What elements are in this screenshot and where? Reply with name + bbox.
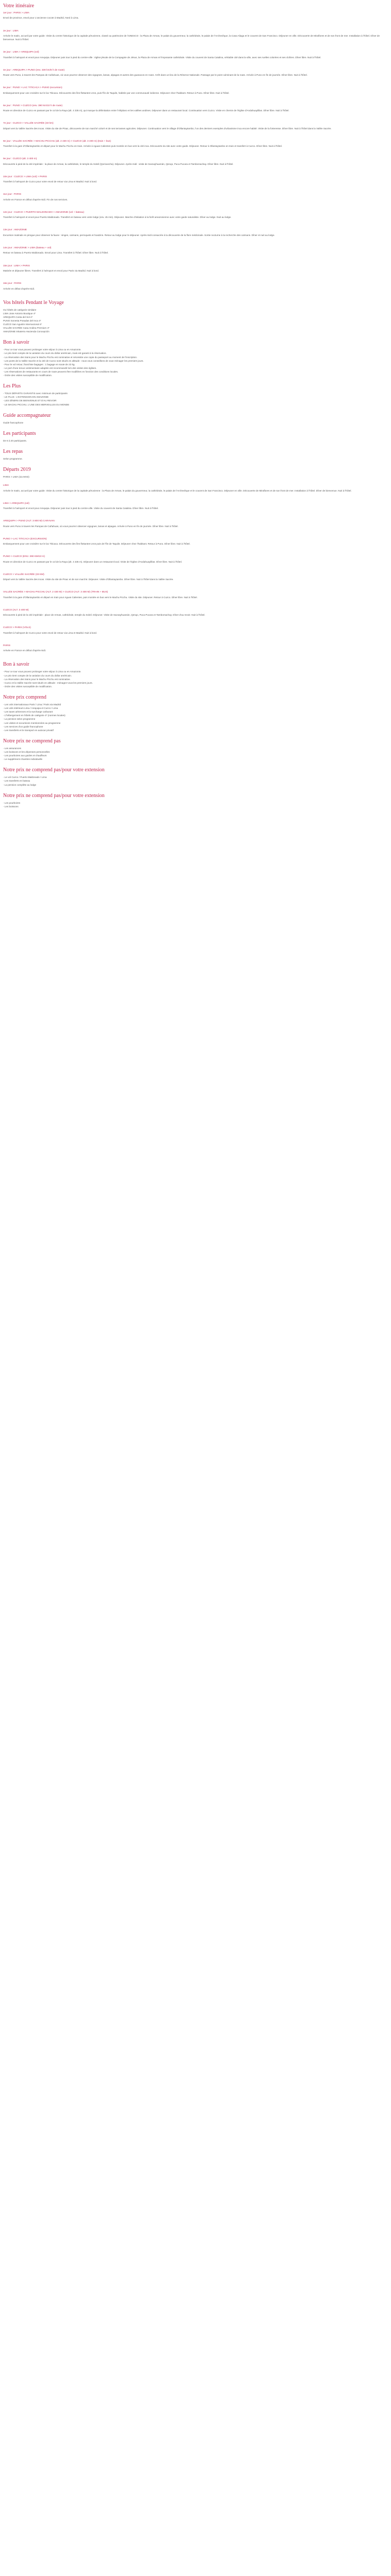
day-block <box>3 537 388 546</box>
list-item: - Les réservations de restaurants en cours de route peuvent être modifiées en fonction des conditions locales. <box>3 370 119 374</box>
list-item: CUZCO San Agustin Internacional 4* <box>3 323 42 326</box>
extension-2-title: Notre prix ne comprend pas/pour votre extension <box>3 792 105 799</box>
list-item: - Le vol Cuzco / Puerto Maldonado / Lima <box>3 776 47 779</box>
day-text: Arrivée en France en début d'après-midi. Fin de nos services. <box>3 198 68 201</box>
list-item: - Le port d'une tenue vestimentaire adaptée est recommandé lors des visites des églises. <box>3 366 97 369</box>
list-item: - Les vols internationaux Paris / Lima / Paris via Madrid <box>3 703 61 706</box>
hotels-list <box>3 308 388 334</box>
day-block <box>3 282 388 291</box>
day-text: Arrivée en France en début d'après-midi. <box>3 649 46 652</box>
day-title: CUZCO (ALT. 3 400 M) <box>3 608 29 612</box>
list-item: - Les assurances <box>3 747 21 750</box>
list-item: - La pension selon programme <box>3 718 36 721</box>
list-item: - TOUS DÉPARTS GARANTIS avec minimum de participants <box>3 392 68 395</box>
day-text: Transfert à l'aéroport de Cuzco pour votre envol de retour via Lima et Madrid. Nuit à bord. <box>3 631 97 634</box>
day-title: PUNO > LAC TITICACA (EXCURSION) <box>3 537 47 540</box>
day-title: 11e jour : PARIS <box>3 193 22 196</box>
day-block <box>3 29 388 42</box>
meals-text: Selon programme. <box>3 457 23 460</box>
list-item: - Les transferts et le transport en autocar privatif <box>3 728 54 732</box>
day-text: Arrivée le matin, accueil par votre guide. Visite du centre historique de la capitale péruvienne : la Plaza de Armas, le palais du gouverneur, la cathédrale, le palais de l'Archevêque et le couvent de San Francisco. Déjeuner en ville. Découverte de Miraflores et de son front de mer. Installation à l'hôtel. Dîner de bienvenue. Nuit à l'hôtel. <box>3 489 352 492</box>
itinerary-title: Votre itinéraire <box>3 3 35 9</box>
day-text: Transfert à la gare d'Ollantaytambo et départ pour le Machu Picchu en train. Arrivée à Aguas Calientes puis montée en bus vers la cité inca. Découverte du site avec votre guide. Déjeuner. Retour à Ollantaytambo en train et transfert à Cuzco. Dîner libre. Nuit à l'hôtel. <box>3 145 283 148</box>
day-block <box>3 644 388 653</box>
day-title: 1er jour : PARIS > LIMA <box>3 12 29 14</box>
not-included-list <box>3 747 388 761</box>
day-text: Route vers Puno, à travers les Pampas de Cañahuas, où vous pourrez observer des vigognes, lamas, alpagas et autres des guanacos en route. Arrêt dans un lieu de la Réserve Nationale. Passage par le point culminant de la route. Arrivée à Puno en fin de journée. Dîner libre. Nuit à l'hôtel. <box>3 74 307 77</box>
day-text: Découverte à pied de la cité impériale : place de Armas, cathédrale, temple du Soleil. Déjeuner. Visite de Sacsayhuamán, Qenqo, Puca Pucara et Tambomachay. Dîner d'au revoir. Nuit à l'hôtel. <box>3 614 205 617</box>
day-text: Transfert à l'aéroport et envol pour Puerto Maldonado. Transfert en bateau vers votre lodge (env. 45 min). Déjeuner. Marche d'initiation à la forêt amazonienne avec votre guide naturaliste. Dîner au lodge. Nuit au lodge. <box>3 216 232 219</box>
day-title: 7e jour : CUZCO > VALLÉE SACRÉE (33 km) <box>3 122 54 125</box>
day-title: 9e jour : CUZCO (alt. 3 400 m) <box>3 158 37 161</box>
good-to-know-2-title: Bon à savoir <box>3 662 29 668</box>
day-block <box>3 590 388 599</box>
meals-title: Les repas <box>3 448 23 454</box>
day-text: Départ vers la Vallée Sacrée des Incas. Visite du site de Pisac, découverte de son marché coloré et de ses terrasses agricoles. Déjeuner. Continuation vers le village d'Ollantaytambo, l'un des derniers exemples d'urbanisme inca encore habité. Visite de la forteresse. Dîner libre. Nuit à l'hôtel dans la Vallée Sacrée. <box>3 127 332 130</box>
list-item: - La pension complète au lodge <box>3 783 37 786</box>
day-block <box>3 573 388 582</box>
list-item: - La réservation des trains pour le Machu Picchu est nominative et nécessite une copie du passeport au moment de l'inscription. <box>3 355 138 359</box>
day-text: Envol de province, envol pour L'ancienne cocote à Madrid, Nord à Lima. <box>3 16 79 20</box>
day-text: Départ vers la Vallée Sacrée des Incas. Visite du site de Pisac et de son marché. Déjeuner. Visite d'Ollantaytambo. Dîner libre. Nuit à l'hôtel dans la Vallée Sacrée. <box>3 578 174 581</box>
day-title: 3e jour : LIMA > AREQUIPA (vol) <box>3 51 39 54</box>
day-block <box>3 175 388 184</box>
day-title: 4e jour : AREQUIPA > PUNO (env. 330 km/6 h de route) <box>3 69 65 72</box>
day-title: CUZCO > PARIS (VOLS) <box>3 626 31 630</box>
day-text: Matinée et déjeuner libres. Transfert à l'aéroport et envol pour Paris via Madrid. Nuit à bord. <box>3 269 99 272</box>
participants-title: Les participants <box>3 430 36 436</box>
list-item: LIMA Jose Antonio Boutique 4* <box>3 312 36 315</box>
good-to-know-title: Bon à savoir <box>3 340 29 346</box>
day-text: Transfert à la gare d'Ollantaytambo et départ en train pour Aguas Calientes, puis montée en bus vers le Machu Picchu. Visite du site. Déjeuner. Retour à Cuzco. Dîner libre. Nuit à l'hôtel. <box>3 596 198 599</box>
list-item: - LE MACHU PICCHU, L'UNE DES MERVEILLES DU MONDE <box>3 403 70 406</box>
extension-title: Notre prix ne comprend pas/pour votre extension <box>3 767 105 773</box>
day-block <box>3 264 388 273</box>
day-title: 2e jour : LIMA <box>3 29 19 32</box>
highlights-list <box>3 392 388 406</box>
day-title: LIMA <box>3 484 9 487</box>
included-list <box>3 703 388 732</box>
day-text: Embarquement pour une croisière sur le lac Titicaca. Découverte des îles flottantes Uros, puis l'île de Taquile, habitée par une communauté indienne. Déjeuner chez l'habitant. Retour à Puno. Dîner libre. Nuit à l'hôtel. <box>3 91 230 94</box>
day-block <box>3 122 388 130</box>
list-item: AMAZONIE Inkaterra Hacienda Concepción <box>3 330 50 333</box>
list-item: PUNO Sonesta Posadas del Inca 4* <box>3 319 41 322</box>
day-title: 12e jour : CUZCO > PUERTO MALDONADO > AMAZONIE (vol + bateau) <box>3 211 84 214</box>
list-item: - Pour le vol retour, franchise bagages : 1 bagage en soute de 23 kg. <box>3 363 75 366</box>
day-block <box>3 193 388 201</box>
day-block <box>3 86 388 95</box>
good-to-know-list <box>3 348 388 377</box>
day-block <box>3 157 388 166</box>
day-text: Route en direction de Cuzco en passant par le col de la Raya (alt. 4 335 m), qui marque la délimitation entre l'Altiplano et les vallées andines. Déjeuner dans un restaurant local. Continuation vers Cuzco. Visite en chemin de l'église d'Andahuaylillas. Dîner libre. Nuit à l'hôtel. <box>3 109 289 112</box>
participants-text: De 6 à 20 participants. <box>3 439 27 442</box>
day-title: 6e jour : PUNO > CUZCO (env. 390 km/10 h de route) <box>3 104 62 107</box>
day-text: Transfert à l'aéroport de Cuzco pour votre envol de retour via Lima et Madrid. Nuit à bord. <box>3 180 97 183</box>
good-to-know-2-list <box>3 670 388 688</box>
day-text: Transfert à l'aéroport et envol pour Arequipa. Déjeuner puis tour à pied du centre-ville : église jésuite de la Compagnie de Jésus, la Plaza de Armas et l'imposante cathédrale. Visite du couvent de Santa Catalina, véritable cité dans la ville, avec ses ruelles colorées et ses cloîtres. Dîner libre. Nuit à l'hôtel. <box>3 56 321 59</box>
day-text: Découverte à pied de la cité impériale : la place de Armas, la cathédrale, le temple du Soleil (Qoricancha). Déjeuner. Après-midi : visite de Sacsayhuamán, Qenqo, Puca Pucara et Tambomachay. Dîner libre. Nuit à l'hôtel. <box>3 162 234 165</box>
list-item: - Ordre des visites susceptible de modification. <box>3 685 52 688</box>
list-item: - Pour ce tour vous pouvez prolonger votre séjour à Lima ou en Amazonie. <box>3 670 82 673</box>
list-item: VALLÉE SACRÉE Casa Andina Premium 4* <box>3 327 50 330</box>
list-item: - Cuzco et la Vallée Sacrée sont situés en altitude : ménagez-vous les premiers jours. <box>3 681 93 684</box>
day-block <box>3 484 388 493</box>
day-block <box>3 228 388 237</box>
day-title: 13e jour : AMAZONIE <box>3 229 27 232</box>
list-item: - Le supplément chambre individuelle <box>3 758 43 761</box>
list-item: - Les vols intérieurs Lima / Arequipa et Cuzco / Lima <box>3 707 58 710</box>
day-block <box>3 246 388 255</box>
list-item: - Les boissons et les dépenses personnelles <box>3 750 50 753</box>
day-title: AREQUIPA > PUNO (ALT. 3 800 M) CARAVAN <box>3 520 55 523</box>
list-item: - Les ponts de la Vallée Sacrée et la cité de Cuzco sont situés en altitude : nous vous conseillons de vous ménager les premiers jours. <box>3 359 144 362</box>
departures-days <box>3 484 388 652</box>
day-title: PUNO > CUZCO (ENV. 390 KM/10 H) <box>3 555 45 558</box>
departures-text: PARIS > LIMA (via MAD) <box>3 476 29 479</box>
list-item: - L'hébergement en hôtels de catégorie 4* (normes locales) <box>3 714 66 717</box>
day-block <box>3 11 388 20</box>
day-block <box>3 104 388 113</box>
day-title: LIMA > AREQUIPA (vol) <box>3 502 29 505</box>
day-title: VALLÉE SACRÉE > MACHU PICCHU (ALT. 2 430 M) > CUZCO (ALT. 3 400 M) (TRAIN + BUS) <box>3 591 108 594</box>
day-title: 5e jour : PUNO > LAC TITICACA > PUNO (excursion) <box>3 87 62 90</box>
day-title: PARIS <box>3 644 11 647</box>
day-block <box>3 50 388 59</box>
hotels-title: Vos hôtels Pendant le Voyage <box>3 299 64 306</box>
included-title: Notre prix comprend <box>3 694 46 700</box>
day-title: CUZCO > VALLÉE SACRÉE (33 KM) <box>3 573 44 576</box>
list-item: - Les visites et excursions mentionnées au programme <box>3 721 61 724</box>
day-text: Excursion matinale en pirogue pour observer la faune : singes, caïmans, perroquets et hoatzins. Retour au lodge pour le déjeuner. Après-midi consacrée à la découverte de la flore médicinale. Sortie nocturne à la recherche des caïmans. Dîner et nuit au lodge. <box>3 233 275 236</box>
highlights-title: Les Plus <box>3 383 21 389</box>
list-item: - Les taxes aériennes et la surcharge carburant <box>3 710 53 714</box>
day-text: Route vers Puno à travers les Pampas de Cañahuas, où vous pourrez observer vigognes, lamas et alpagas. Arrivée à Puno en fin de journée. Dîner libre. Nuit à l'hôtel. <box>3 524 178 528</box>
day-title: 10e jour : CUZCO > LIMA (vol) > PARIS <box>3 175 47 178</box>
list-item: - LES DÎNERS DE BIENVENUE ET D'AU REVOIR <box>3 399 57 402</box>
list-item: - Les transferts en bateau <box>3 779 30 783</box>
guide-text: Guide francophone <box>3 421 24 424</box>
day-text: Arrivée le matin, accueil par votre guide. Visite du centre historique de la capitale péruvienne, classé au patrimoine de l'UNESCO : la Plaza de Armas, le palais du gouverneur, la cathédrale, le palais de l'Archevêque, la Casa Aliaga et le couvent de San Francisco. Déjeuner en ville. Découverte de Miraflores et de son front de mer. Installation à l'hôtel. Dîner de bienvenue. Nuit à l'hôtel. <box>3 34 380 41</box>
day-block <box>3 519 388 528</box>
not-included-title: Notre prix ne comprend pas <box>3 738 61 744</box>
list-item: - La réservation des trains pour le Machu Picchu est nominative. <box>3 677 71 681</box>
list-item: - Les boissons <box>3 805 19 808</box>
guide-title: Guide accompagnateur <box>3 412 51 418</box>
list-item: - Le prix tient compte de la variation du cours du dollar américain, mais est garanti à la réservation. <box>3 352 107 355</box>
list-item: - Les services d'un guide francophone <box>3 725 43 728</box>
day-title: 14e jour : AMAZONIE > LIMA (bateau + vol) <box>3 247 52 250</box>
day-block <box>3 69 388 77</box>
day-title: 15e jour : LIMA > PARIS <box>3 264 30 267</box>
day-block <box>3 140 388 148</box>
list-item: - Les pourboires <box>3 801 21 804</box>
itinerary-days <box>3 11 388 291</box>
day-block <box>3 626 388 635</box>
day-text: Transfert à l'aéroport et envol pour Arequipa. Déjeuner puis tour à pied du centre-ville. Visite du couvent de Santa Catalina. Dîner libre. Nuit à l'hôtel. <box>3 507 159 510</box>
day-block <box>3 211 388 219</box>
day-text: Embarquement pour une croisière sur le lac Titicaca. Découverte des îles flottantes Uros puis de l'île de Taquile. Déjeuner chez l'habitant. Retour à Puno. Dîner libre. Nuit à l'hôtel. <box>3 543 190 546</box>
list-item: - Le prix tient compte de la variation du cours du dollar américain. <box>3 674 72 677</box>
list-item: - Ordre des visites susceptible de modification. <box>3 374 52 377</box>
list-item: - Pour ce tour vous pouvez prolonger votre séjour à Lima ou en Amazonie. <box>3 348 82 351</box>
day-text: Arrivée en début d'après-midi. <box>3 287 35 290</box>
extension-list <box>3 775 388 786</box>
extension-2-list <box>3 801 388 808</box>
day-block <box>3 502 388 511</box>
list-item: - LE PLUS : L'EXTENSION EN AMAZONIE <box>3 396 49 399</box>
list-item: - Les pourboires aux guides et chauffeurs <box>3 754 47 757</box>
day-title: 8e jour : VALLÉE SACRÉE > MACHU PICCHU (alt. 2 430 m) > CUZCO (alt. 3 400 m) (train + bus) <box>3 140 111 143</box>
day-text: Retour en bateau à Puerto Maldonado. Envol pour Lima. Transfert à l'hôtel. Dîner libre. Nuit à l'hôtel. <box>3 251 109 255</box>
day-block <box>3 608 388 617</box>
day-block <box>3 555 388 564</box>
day-title: 16e jour : PARIS <box>3 282 22 285</box>
day-text: Route en direction de Cuzco en passant par le col de la Raya (alt. 4 335 m). Déjeuner dans un restaurant local. Visite de l'église d'Andahuaylillas. Dîner libre. Nuit à l'hôtel. <box>3 560 183 563</box>
page <box>0 0 391 819</box>
departures-title: Départs 2019 <box>3 467 31 473</box>
list-item: Ou hôtels de catégorie similaire <box>3 308 37 311</box>
list-item: AREQUIPA Costa del Sol 4* <box>3 315 33 318</box>
